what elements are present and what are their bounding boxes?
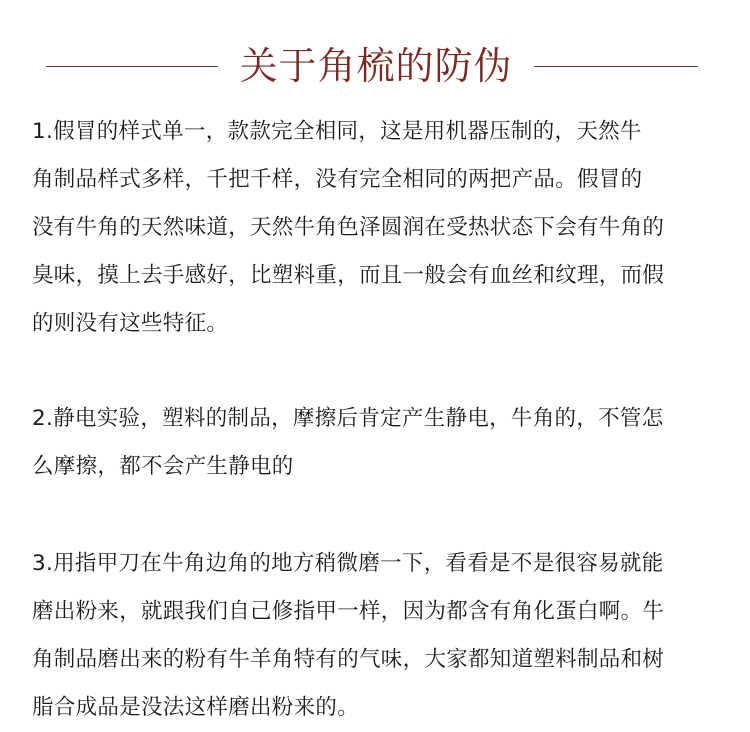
- paragraph-line: 2.静电实验，塑料的制品，摩擦后肯定产生静电，牛角的，不管怎: [32, 406, 664, 431]
- title-divider-right: [534, 66, 698, 67]
- paragraph-line: 3.用指甲刀在牛角边角的地方稍微磨一下，看看是不是很容易就能: [32, 551, 664, 576]
- paragraph-line: 么摩擦，都不会产生静电的: [32, 454, 294, 479]
- paragraph-line: 脂合成品是没法这样磨出粉来的。: [32, 695, 360, 720]
- paragraph-line: 1.假冒的样式单一，款款完全相同，这是用机器压制的，天然牛: [32, 119, 642, 144]
- paragraph-3: [32, 540, 732, 732]
- title-row: [0, 36, 750, 96]
- paragraph-line: 磨出粉来，就跟我们自己修指甲一样，因为都含有角化蛋白啊。牛: [32, 599, 665, 624]
- paragraph-1: [32, 108, 732, 348]
- paragraph-2: [32, 395, 732, 491]
- page-title: 关于角梳的防伪: [239, 44, 513, 88]
- paragraph-line: 没有牛角的天然味道，天然牛角色泽圆润在受热状态下会有牛角的: [32, 215, 665, 240]
- title-divider-left: [46, 66, 218, 67]
- paragraph-line: 臭味，摸上去手感好，比塑料重，而且一般会有血丝和纹理，而假: [32, 263, 665, 288]
- paragraph-line: 的则没有这些特征。: [32, 311, 229, 336]
- paragraph-line: 角制品样式多样，千把千样，没有完全相同的两把产品。假冒的: [32, 167, 643, 192]
- paragraph-line: 角制品磨出来的粉有牛羊角特有的气味，大家都知道塑料制品和树: [32, 647, 665, 672]
